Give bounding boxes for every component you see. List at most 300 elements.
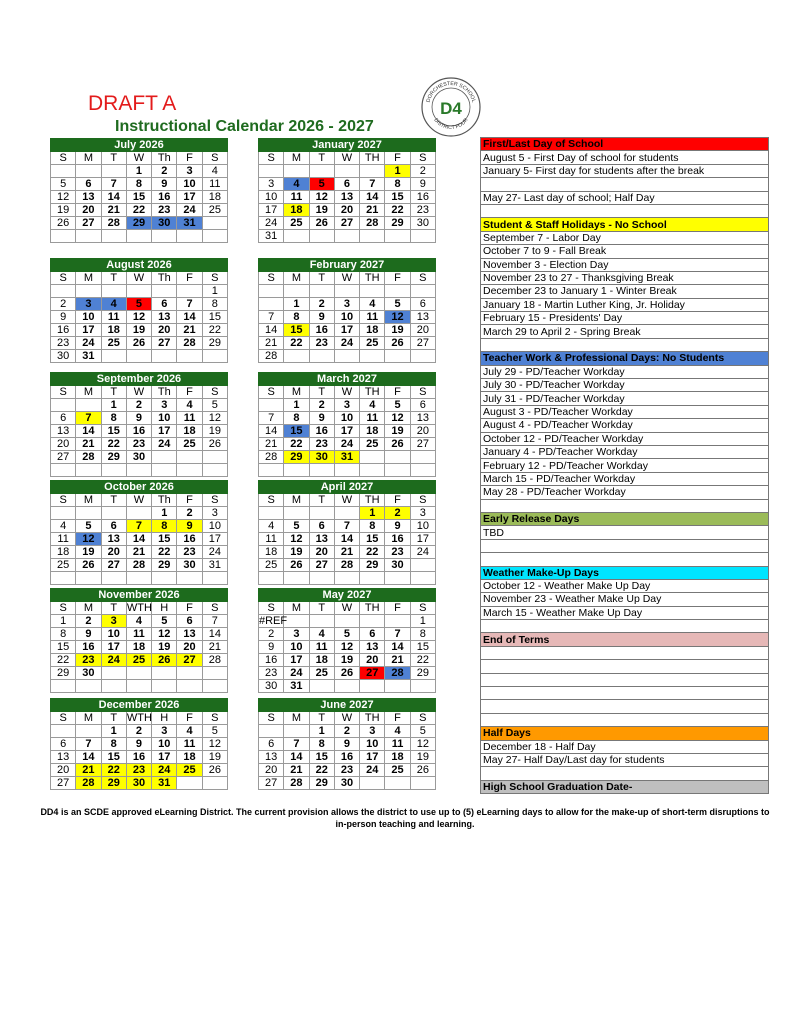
day-cell: 10	[334, 412, 359, 425]
day-cell: 15	[101, 425, 126, 438]
day-cell	[259, 399, 284, 412]
day-cell: 7	[76, 412, 101, 425]
day-cell: 1	[284, 399, 309, 412]
day-cell	[76, 230, 101, 243]
day-cell: 19	[410, 751, 435, 764]
day-cell: 27	[360, 667, 385, 680]
legend-heading: First/Last Day of School	[481, 138, 769, 151]
day-cell: 22	[360, 546, 385, 559]
legend-heading: High School Graduation Date-	[481, 780, 769, 793]
legend-item: February 12 - PD/Teacher Workday	[481, 459, 769, 472]
day-cell	[101, 667, 126, 680]
draft-label: DRAFT A	[88, 92, 177, 115]
day-cell: 20	[334, 204, 359, 217]
weekday-header: W	[334, 494, 359, 507]
weekday-header: M	[284, 272, 309, 285]
weekday-header: F	[385, 602, 410, 615]
day-cell: 5	[385, 399, 410, 412]
day-cell: 12	[309, 191, 334, 204]
day-cell: 13	[51, 425, 76, 438]
day-cell: 20	[51, 438, 76, 451]
legend-item	[481, 660, 769, 673]
day-cell: 7	[385, 628, 410, 641]
month-calendar	[258, 138, 436, 243]
day-cell	[76, 680, 101, 693]
day-cell: 16	[334, 751, 359, 764]
day-cell: 31	[334, 451, 359, 464]
day-cell: 17	[101, 641, 126, 654]
weekday-header: TH	[360, 602, 385, 615]
weekday-header: M	[76, 272, 101, 285]
weekday-header: F	[177, 272, 202, 285]
day-cell: 22	[309, 764, 334, 777]
day-cell	[51, 507, 76, 520]
day-cell: 26	[126, 337, 151, 350]
day-cell: 10	[202, 520, 227, 533]
day-cell: 29	[360, 559, 385, 572]
legend-item	[481, 204, 769, 217]
day-cell: 18	[385, 751, 410, 764]
day-cell: 26	[152, 654, 177, 667]
day-cell: 22	[101, 438, 126, 451]
day-cell: 21	[334, 546, 359, 559]
weekday-header: M	[76, 494, 101, 507]
day-cell	[284, 464, 309, 477]
day-cell: 18	[360, 425, 385, 438]
weekday-header: T	[101, 152, 126, 165]
day-cell: 8	[152, 520, 177, 533]
day-cell: 3	[410, 507, 435, 520]
day-cell: 23	[410, 204, 435, 217]
month-title: February 2027	[259, 259, 436, 272]
day-cell	[334, 615, 359, 628]
day-cell: 29	[309, 777, 334, 790]
day-cell: 2	[309, 399, 334, 412]
day-cell: 21	[385, 654, 410, 667]
day-cell: 12	[410, 738, 435, 751]
day-cell	[410, 464, 435, 477]
legend-item	[481, 539, 769, 552]
day-cell: 15	[284, 425, 309, 438]
day-cell: 22	[284, 337, 309, 350]
day-cell: 21	[177, 324, 202, 337]
month-title: June 2027	[259, 699, 436, 712]
legend-item: February 15 - Presidents' Day	[481, 312, 769, 325]
legend-item: TBD	[481, 526, 769, 539]
weekday-header: T	[101, 602, 126, 615]
day-cell	[309, 285, 334, 298]
weekday-header: TH	[360, 272, 385, 285]
day-cell: 21	[284, 764, 309, 777]
day-cell	[284, 350, 309, 363]
day-cell: 6	[259, 738, 284, 751]
day-cell	[202, 572, 227, 585]
day-cell: 16	[309, 425, 334, 438]
day-cell: 3	[152, 725, 177, 738]
day-cell: 13	[259, 751, 284, 764]
legend-item	[481, 687, 769, 700]
weekday-header: M	[284, 386, 309, 399]
weekday-header: S	[202, 494, 227, 507]
day-cell: 4	[360, 298, 385, 311]
day-cell: 15	[202, 311, 227, 324]
day-cell: 19	[152, 641, 177, 654]
day-cell	[177, 464, 202, 477]
day-cell	[360, 165, 385, 178]
day-cell	[51, 725, 76, 738]
weekday-header: F	[385, 494, 410, 507]
day-cell	[177, 350, 202, 363]
day-cell: 8	[202, 298, 227, 311]
day-cell: 13	[76, 191, 101, 204]
day-cell: 16	[410, 191, 435, 204]
legend-item	[481, 499, 769, 512]
month-title: December 2026	[51, 699, 228, 712]
day-cell: 12	[334, 641, 359, 654]
day-cell: 7	[360, 178, 385, 191]
legend-item: August 3 - PD/Teacher Workday	[481, 405, 769, 418]
day-cell	[385, 680, 410, 693]
day-cell: 5	[334, 628, 359, 641]
day-cell: 16	[126, 425, 151, 438]
day-cell: 16	[76, 641, 101, 654]
day-cell: 2	[152, 165, 177, 178]
day-cell: 25	[51, 559, 76, 572]
day-cell: 31	[76, 350, 101, 363]
day-cell: 3	[284, 628, 309, 641]
weekday-header: M	[284, 712, 309, 725]
day-cell	[259, 507, 284, 520]
day-cell	[334, 464, 359, 477]
day-cell: 25	[385, 764, 410, 777]
day-cell: 24	[284, 667, 309, 680]
day-cell: 9	[152, 178, 177, 191]
legend-item: November 3 - Election Day	[481, 258, 769, 271]
day-cell: 7	[101, 178, 126, 191]
day-cell: 4	[360, 399, 385, 412]
day-cell: 6	[152, 298, 177, 311]
day-cell: 9	[126, 738, 151, 751]
day-cell: 1	[385, 165, 410, 178]
day-cell	[177, 777, 202, 790]
day-cell	[76, 285, 101, 298]
day-cell	[360, 777, 385, 790]
legend-heading: End of Terms	[481, 633, 769, 646]
day-cell: 6	[360, 628, 385, 641]
day-cell: 28	[259, 350, 284, 363]
weekday-header: Th	[152, 494, 177, 507]
day-cell: 4	[51, 520, 76, 533]
weekday-header: F	[385, 386, 410, 399]
day-cell: 22	[51, 654, 76, 667]
weekday-header: S	[410, 386, 435, 399]
day-cell	[410, 572, 435, 585]
day-cell: 18	[126, 641, 151, 654]
day-cell: 5	[284, 520, 309, 533]
day-cell: 10	[177, 178, 202, 191]
day-cell: 3	[177, 165, 202, 178]
day-cell	[152, 572, 177, 585]
day-cell: 20	[360, 654, 385, 667]
day-cell: 19	[126, 324, 151, 337]
day-cell: 3	[334, 298, 359, 311]
day-cell: 8	[101, 412, 126, 425]
day-cell: 6	[51, 738, 76, 751]
day-cell: 23	[259, 667, 284, 680]
month-calendar	[258, 698, 436, 790]
day-cell	[152, 285, 177, 298]
day-cell: 17	[152, 425, 177, 438]
day-cell	[76, 464, 101, 477]
day-cell: 31	[152, 777, 177, 790]
day-cell: 25	[360, 438, 385, 451]
weekday-header: TH	[360, 494, 385, 507]
legend-item: January 4 - PD/Teacher Workday	[481, 445, 769, 458]
day-cell	[101, 464, 126, 477]
day-cell: 22	[101, 764, 126, 777]
page-title: Instructional Calendar 2026 - 2027	[115, 118, 374, 135]
day-cell: 15	[410, 641, 435, 654]
legend-item: September 7 - Labor Day	[481, 231, 769, 244]
day-cell	[202, 667, 227, 680]
logo-top-text: DORCHESTER SCHOOL	[425, 80, 477, 104]
day-cell: 13	[152, 311, 177, 324]
day-cell: 4	[202, 165, 227, 178]
legend-item	[481, 767, 769, 780]
day-cell	[177, 572, 202, 585]
day-cell	[177, 230, 202, 243]
day-cell	[76, 165, 101, 178]
day-cell: 10	[410, 520, 435, 533]
day-cell: 29	[152, 559, 177, 572]
weekday-header: F	[385, 272, 410, 285]
day-cell: 15	[309, 751, 334, 764]
day-cell	[284, 165, 309, 178]
day-cell	[51, 165, 76, 178]
day-cell: 10	[152, 412, 177, 425]
day-cell: 4	[177, 725, 202, 738]
day-cell: 5	[410, 725, 435, 738]
day-cell: 17	[334, 324, 359, 337]
day-cell: 29	[202, 337, 227, 350]
day-cell: 2	[51, 298, 76, 311]
weekday-header: T	[309, 386, 334, 399]
day-cell: #REF	[259, 615, 288, 627]
day-cell: 28	[259, 451, 284, 464]
legend-item: December 18 - Half Day	[481, 740, 769, 753]
day-cell: 27	[309, 559, 334, 572]
legend-item	[481, 713, 769, 726]
day-cell: 3	[360, 725, 385, 738]
day-cell: 23	[152, 204, 177, 217]
day-cell: 2	[309, 298, 334, 311]
day-cell	[152, 464, 177, 477]
legend-item: August 4 - PD/Teacher Workday	[481, 419, 769, 432]
month-title: May 2027	[259, 589, 436, 602]
day-cell: 28	[334, 559, 359, 572]
day-cell: 17	[360, 751, 385, 764]
legend-item: March 15 - Weather Make Up Day	[481, 606, 769, 619]
day-cell: 28	[284, 777, 309, 790]
day-cell: 24	[334, 438, 359, 451]
day-cell: 12	[284, 533, 309, 546]
day-cell: 30	[309, 451, 334, 464]
weekday-header: S	[202, 712, 227, 725]
day-cell	[284, 507, 309, 520]
day-cell: 13	[177, 628, 202, 641]
day-cell: 5	[126, 298, 151, 311]
month-calendar	[50, 138, 228, 243]
day-cell	[360, 680, 385, 693]
day-cell: 26	[202, 438, 227, 451]
day-cell: 29	[385, 217, 410, 230]
day-cell	[360, 451, 385, 464]
day-cell: 22	[126, 204, 151, 217]
legend-item: May 27- Half Day/Last day for students	[481, 753, 769, 766]
weekday-header: H	[152, 602, 177, 615]
day-cell	[76, 725, 101, 738]
day-cell	[101, 507, 126, 520]
weekday-header: F	[385, 152, 410, 165]
day-cell: 23	[309, 337, 334, 350]
day-cell: 1	[126, 165, 151, 178]
day-cell	[410, 350, 435, 363]
month-title: April 2027	[259, 481, 436, 494]
day-cell	[152, 667, 177, 680]
weekday-header: Th	[152, 152, 177, 165]
day-cell	[360, 285, 385, 298]
day-cell: 14	[259, 324, 284, 337]
month-title: July 2026	[51, 139, 228, 152]
weekday-header: S	[259, 494, 284, 507]
day-cell: 9	[259, 641, 284, 654]
weekday-header: TH	[360, 386, 385, 399]
day-cell: 23	[385, 546, 410, 559]
day-cell: 31	[202, 559, 227, 572]
day-cell: 19	[385, 425, 410, 438]
day-cell: 14	[360, 191, 385, 204]
day-cell	[334, 507, 359, 520]
day-cell: 21	[76, 764, 101, 777]
day-cell: 22	[284, 438, 309, 451]
weekday-header: F	[177, 494, 202, 507]
month-title: November 2026	[51, 589, 228, 602]
month-title: August 2026	[51, 259, 228, 272]
weekday-header: M	[284, 152, 309, 165]
legend-item: January 5- First day for students after the break	[481, 164, 769, 177]
day-cell: 27	[51, 451, 76, 464]
legend-item: October 12 - PD/Teacher Workday	[481, 432, 769, 445]
legend-item	[481, 673, 769, 686]
legend-item: January 18 - Martin Luther King, Jr. Holiday	[481, 298, 769, 311]
day-cell: 14	[177, 311, 202, 324]
day-cell	[360, 615, 385, 628]
legend-item: August 5 - First Day of school for students	[481, 151, 769, 164]
day-cell: 16	[309, 324, 334, 337]
day-cell: 9	[76, 628, 101, 641]
legend-item: November 23 to 27 - Thanksgiving Break	[481, 271, 769, 284]
day-cell	[385, 230, 410, 243]
legend-item: March 15 - PD/Teacher Workday	[481, 472, 769, 485]
day-cell: 1	[410, 615, 435, 628]
day-cell	[309, 464, 334, 477]
month-calendar	[50, 480, 228, 585]
day-cell: 5	[152, 615, 177, 628]
day-cell: 10	[334, 311, 359, 324]
day-cell	[410, 559, 435, 572]
day-cell: 28	[76, 451, 101, 464]
day-cell: 26	[202, 764, 227, 777]
day-cell: 10	[152, 738, 177, 751]
day-cell: 14	[385, 641, 410, 654]
day-cell: 30	[126, 451, 151, 464]
day-cell: 2	[126, 725, 151, 738]
weekday-header: S	[259, 602, 284, 615]
day-cell: 7	[259, 311, 284, 324]
legend-item	[481, 178, 769, 191]
day-cell: 27	[177, 654, 202, 667]
day-cell: 14	[126, 533, 151, 546]
weekday-header: F	[177, 386, 202, 399]
day-cell: 20	[410, 425, 435, 438]
day-cell: 10	[284, 641, 309, 654]
day-cell: 5	[385, 298, 410, 311]
day-cell: 25	[101, 337, 126, 350]
weekday-header: T	[101, 712, 126, 725]
day-cell: 21	[259, 438, 284, 451]
day-cell	[101, 285, 126, 298]
day-cell: 17	[76, 324, 101, 337]
day-cell: 29	[284, 451, 309, 464]
day-cell	[202, 680, 227, 693]
logo-mark: D4	[440, 99, 462, 118]
day-cell: 6	[334, 178, 359, 191]
day-cell	[284, 615, 309, 628]
day-cell: 14	[101, 191, 126, 204]
day-cell: 1	[309, 725, 334, 738]
day-cell	[334, 680, 359, 693]
legend-item	[481, 553, 769, 566]
day-cell	[385, 464, 410, 477]
legend-item: December 23 to January 1 - Winter Break	[481, 285, 769, 298]
day-cell: 13	[410, 311, 435, 324]
day-cell: 25	[259, 559, 284, 572]
day-cell: 1	[202, 285, 227, 298]
weekday-header: WTH	[126, 602, 152, 614]
day-cell	[152, 350, 177, 363]
day-cell: 25	[202, 204, 227, 217]
weekday-header: M	[76, 602, 101, 615]
day-cell: 16	[259, 654, 284, 667]
day-cell: 28	[126, 559, 151, 572]
day-cell: 20	[101, 546, 126, 559]
day-cell	[76, 399, 101, 412]
day-cell	[202, 451, 227, 464]
weekday-header: T	[309, 712, 334, 725]
day-cell: 30	[126, 777, 151, 790]
day-cell: 21	[76, 438, 101, 451]
day-cell: 3	[101, 615, 126, 628]
day-cell: 21	[202, 641, 227, 654]
day-cell: 2	[410, 165, 435, 178]
day-cell: 23	[126, 764, 151, 777]
day-cell: 28	[76, 777, 101, 790]
day-cell	[51, 399, 76, 412]
day-cell: 5	[309, 178, 334, 191]
day-cell: 30	[259, 680, 284, 693]
day-cell: 3	[152, 399, 177, 412]
month-calendar	[50, 698, 228, 790]
